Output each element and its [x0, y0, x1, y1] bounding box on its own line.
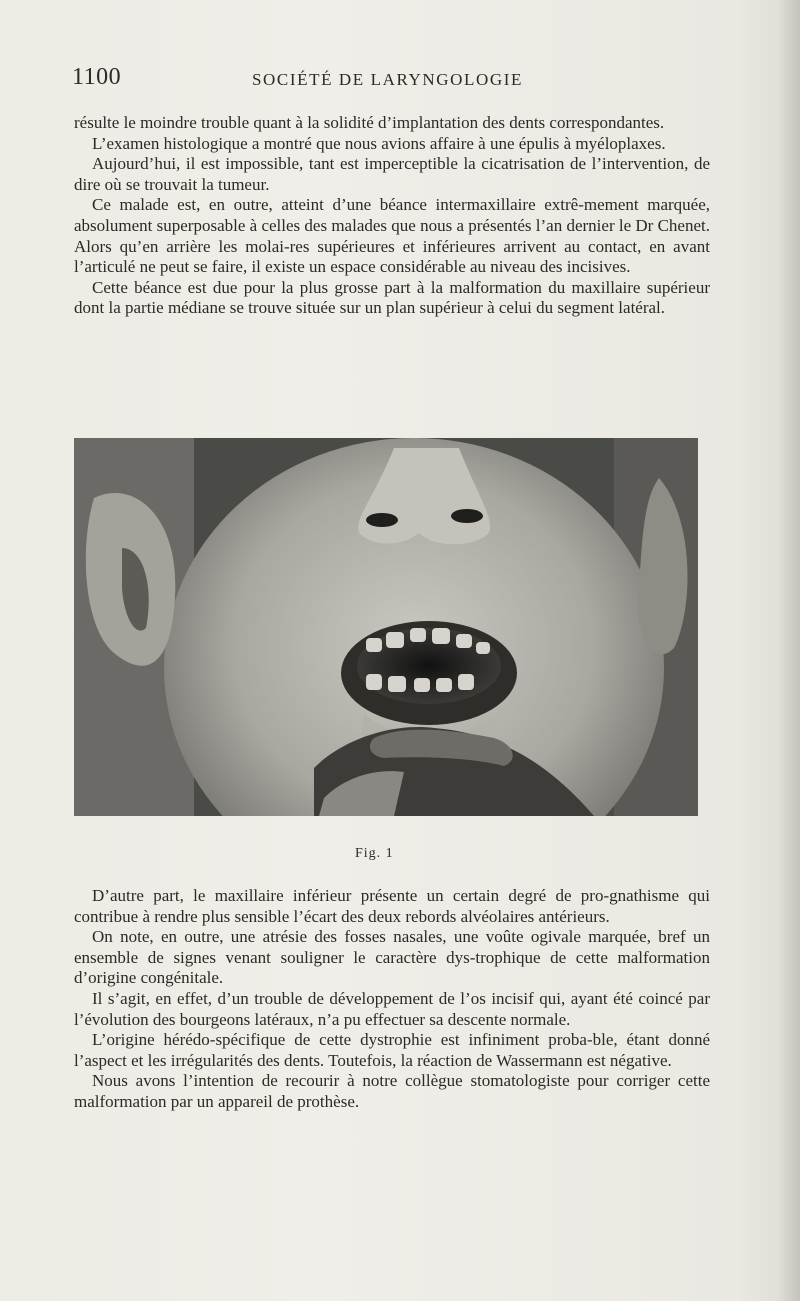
figure-caption: Fig. 1 — [355, 846, 394, 861]
paragraph: D’autre part, le maxillaire inférieur présente un certain degré de pro-gnathisme qui contribue à rendre plus sensible l’écart des deux rebords alvéolaires antérieurs. — [74, 886, 710, 926]
paragraph: Ce malade est, en outre, atteint d’une béance intermaxillaire extrê-mement marquée, absolument superposable à celles des malades que nous a présentés l’an dernier le Dr Chenet. Alors qu’en arrière les molai-res supérieures et inférieures arrivent au contact, en avant l’articulé ne peut se faire, il existe un espace considérable au niveau des incisives. — [74, 195, 710, 277]
page-header — [72, 62, 712, 94]
paragraph: Nous avons l’intention de recourir à notre collègue stomatologiste pour corriger cette malformation par un appareil de prothèse. — [74, 1071, 710, 1111]
photo-illustration — [74, 438, 698, 816]
paragraph: Il s’agit, en effet, d’un trouble de développement de l’os incisif qui, ayant été coincé par l’évolution des bourgeons latéraux, n’a pu effectuer sa descente normale. — [74, 988, 710, 1029]
paragraph: On note, en outre, une atrésie des fosses nasales, une voûte ogivale marquée, bref un ensemble de signes venant souligner le caractère dys-trophique de cette malformation d’origine congénitale. — [74, 927, 710, 988]
paragraph: résulte le moindre trouble quant à la solidité d’implantation des dents correspondantes. — [74, 113, 665, 132]
text-block-top — [74, 113, 710, 319]
paragraph: L’examen histologique a montré que nous avions affaire à une épulis à myéloplaxes. — [92, 133, 666, 153]
paragraph: L’origine hérédo-spécifique de cette dystrophie est infiniment proba-ble, étant donné l’aspect et les irrégularités des dents. Toutefois, la réaction de Wassermann est négative. — [74, 1030, 710, 1070]
running-title: SOCIÉTÉ DE LARYNGOLOGIE — [252, 70, 523, 89]
text-block-bottom — [74, 886, 710, 1113]
paragraph: Aujourd’hui, il est impossible, tant est imperceptible la cicatrisation de l’intervention, de dire où se trouvait la tumeur. — [74, 154, 710, 194]
page-gutter-shadow — [778, 0, 800, 1301]
figure-photo — [74, 438, 698, 816]
page-number: 1100 — [72, 64, 122, 90]
paragraph: Cette béance est due pour la plus grosse part à la malformation du maxillaire supérieur dont la partie médiane se trouve située sur un plan supérieur à celui du segment latéral. — [74, 277, 710, 318]
